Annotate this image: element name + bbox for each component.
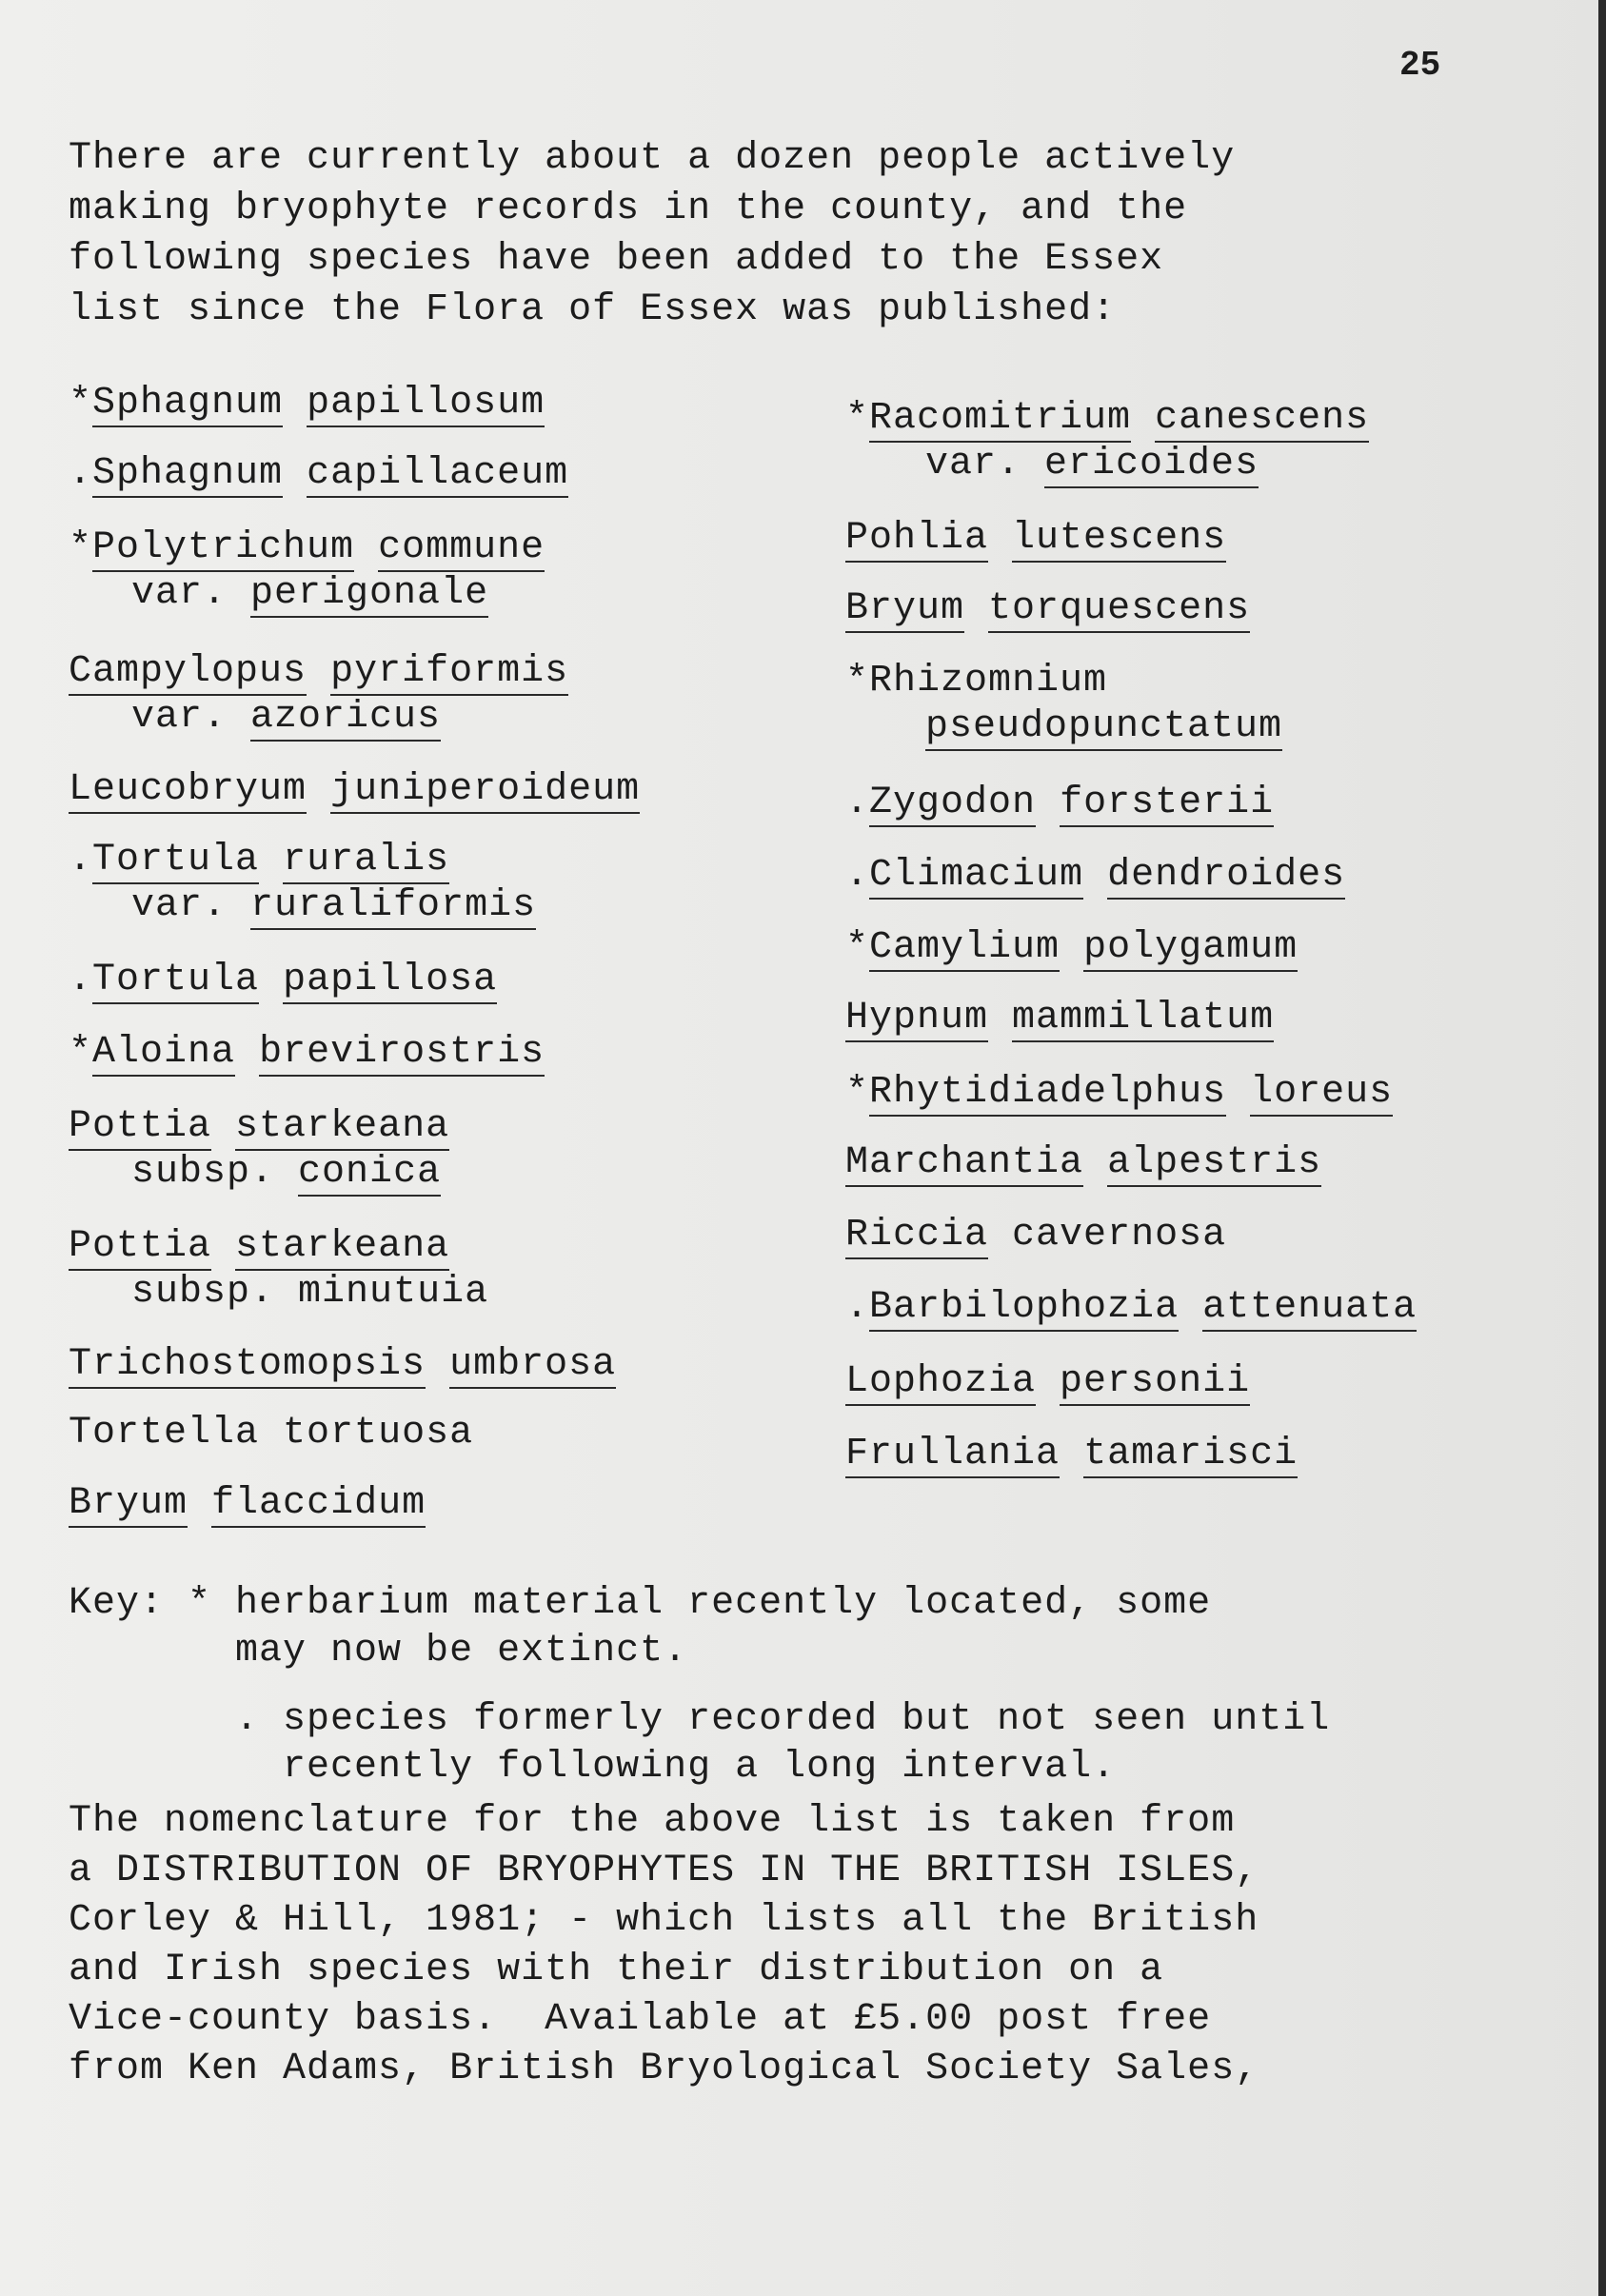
infra-name: conica: [298, 1151, 441, 1197]
genus-name: Pottia: [69, 1105, 211, 1151]
key-line: . species formerly recorded but not seen until: [69, 1698, 1331, 1741]
infraspecific-line: [69, 1150, 449, 1196]
species-entry: [69, 525, 545, 617]
species-entry: [845, 1432, 1298, 1477]
species-name: loreus: [1250, 1071, 1393, 1117]
species-entry: [845, 1070, 1393, 1116]
species-entry: [845, 516, 1226, 562]
genus-name: Frullania: [845, 1433, 1060, 1478]
species-name: mammillatum: [1012, 997, 1274, 1042]
species-entry: [69, 838, 536, 929]
species-name: polygamum: [1083, 926, 1298, 972]
species-entry: [69, 1224, 488, 1316]
genus-name: Rhytidiadelphus: [869, 1071, 1226, 1117]
species-name: lutescens: [1012, 517, 1226, 563]
species-name: torquescens: [988, 587, 1250, 633]
species-name: canescens: [1155, 397, 1369, 443]
species-entry: [845, 925, 1298, 971]
status-mark: .: [69, 839, 93, 881]
infraspecific-line: [845, 442, 1369, 487]
infra-rank: var.: [131, 696, 228, 739]
genus-name: Camylium: [869, 926, 1060, 972]
status-mark: *: [845, 397, 870, 440]
infraspecific-line: [69, 695, 568, 741]
species-name: ruralis: [283, 839, 449, 884]
status-mark: .: [69, 959, 93, 1001]
species-entry: [69, 958, 497, 1003]
species-entry: [69, 1342, 616, 1388]
species-name: papillosa: [283, 959, 497, 1004]
genus-name: Riccia: [845, 1214, 988, 1259]
infra-rank: var.: [925, 443, 1021, 485]
species-entry: [845, 1213, 1226, 1258]
species-name: commune: [378, 526, 545, 572]
species-entry: [69, 649, 568, 741]
species-entry: [845, 1140, 1321, 1186]
species-name: forsterii: [1060, 782, 1274, 827]
species-name: personii: [1060, 1360, 1250, 1406]
species-entry: [69, 1481, 426, 1527]
infra-name: azoricus: [250, 696, 441, 742]
genus-name: Tortella: [69, 1412, 260, 1455]
genus-name: Bryum: [69, 1482, 188, 1528]
genus-name: Hypnum: [845, 997, 988, 1042]
status-mark: *: [845, 926, 870, 969]
genus-name: Racomitrium: [869, 397, 1131, 443]
nomenclature-paragraph: The nomenclature for the above list is taken from a DISTRIBUTION OF BRYOPHYTES IN THE BRITISH ISLES, Corley & Hill, 1981; - which lists all the British and Irish species with their distribution on a Vice-county basis. Available at £5.00 post free from Ken Adams, British Bryological Society Sales,: [69, 1800, 1259, 2090]
page-number: 25: [1399, 46, 1441, 85]
species-entry: [845, 1285, 1417, 1331]
species-name: cavernosa: [1012, 1214, 1227, 1257]
infraspecific-line: [69, 883, 536, 929]
species-entry: [845, 659, 1282, 750]
genus-name: Pohlia: [845, 517, 988, 563]
species-entry: [845, 1359, 1250, 1405]
species-name: flaccidum: [211, 1482, 426, 1528]
genus-name: Trichostomopsis: [69, 1343, 426, 1389]
species-continuation: [845, 704, 1282, 750]
species-entry: [845, 781, 1274, 826]
species-name: dendroides: [1107, 854, 1345, 900]
species-name: starkeana: [235, 1105, 449, 1151]
infra-rank: var.: [131, 884, 228, 927]
species-entry: [69, 767, 640, 813]
infraspecific-line: [69, 1270, 488, 1316]
species-name: tamarisci: [1083, 1433, 1298, 1478]
genus-name: Barbilophozia: [869, 1286, 1179, 1332]
species-entry: [69, 1104, 449, 1196]
species-name: attenuata: [1202, 1286, 1417, 1332]
genus-name: Climacium: [869, 854, 1083, 900]
species-name: starkeana: [235, 1225, 449, 1271]
species-name: papillosum: [307, 382, 545, 427]
species-name: pseudopunctatum: [925, 705, 1282, 751]
genus-name: Aloina: [92, 1031, 235, 1077]
genus-name: Rhizomnium: [869, 660, 1108, 703]
genus-name: Tortula: [92, 959, 259, 1004]
infra-name: perigonale: [250, 572, 488, 618]
species-name: capillaceum: [307, 452, 568, 498]
species-entry: [69, 1411, 473, 1456]
status-mark: *: [845, 1071, 870, 1114]
key-line: may now be extinct.: [69, 1630, 688, 1673]
infra-rank: subsp.: [131, 1271, 275, 1314]
status-mark: .: [69, 452, 93, 495]
status-mark: .: [845, 854, 870, 897]
genus-name: Bryum: [845, 587, 964, 633]
key-line: Key: * herbarium material recently located, some: [69, 1582, 1212, 1625]
status-mark: *: [69, 382, 93, 425]
key-line: recently following a long interval.: [69, 1746, 1117, 1789]
infraspecific-line: [69, 571, 545, 617]
status-mark: *: [69, 526, 93, 569]
infra-rank: subsp.: [131, 1151, 275, 1194]
species-entry: [69, 381, 545, 426]
status-mark: *: [845, 660, 870, 703]
species-entry: [69, 451, 568, 497]
infra-name: minutuia: [298, 1271, 489, 1314]
species-entry: [845, 396, 1369, 487]
genus-name: Zygodon: [869, 782, 1036, 827]
genus-name: Polytrichum: [92, 526, 354, 572]
infra-rank: var.: [131, 572, 228, 615]
status-mark: .: [845, 1286, 870, 1329]
species-entry: [69, 1030, 545, 1076]
scan-edge: [1598, 0, 1606, 2296]
genus-name: Sphagnum: [92, 452, 283, 498]
species-entry: [845, 996, 1274, 1041]
infra-name: ericoides: [1044, 443, 1259, 488]
genus-name: Lophozia: [845, 1360, 1036, 1406]
species-entry: [845, 853, 1345, 899]
species-entry: [845, 586, 1250, 632]
species-name: brevirostris: [259, 1031, 545, 1077]
species-name: pyriformis: [330, 650, 568, 696]
status-mark: .: [845, 782, 870, 824]
species-name: juniperoideum: [330, 768, 640, 814]
genus-name: Leucobryum: [69, 768, 307, 814]
intro-paragraph: There are currently about a dozen people actively making bryophyte records in the county, and the following species have been added to the Essex list since the Flora of Essex was published:: [69, 137, 1236, 331]
species-name: tortuosa: [283, 1412, 474, 1455]
genus-name: Campylopus: [69, 650, 307, 696]
status-mark: *: [69, 1031, 93, 1074]
genus-name: Marchantia: [845, 1141, 1083, 1187]
genus-name: Pottia: [69, 1225, 211, 1271]
infra-name: ruraliformis: [250, 884, 536, 930]
species-name: alpestris: [1107, 1141, 1321, 1187]
species-name: umbrosa: [449, 1343, 616, 1389]
genus-name: Tortula: [92, 839, 259, 884]
genus-name: Sphagnum: [92, 382, 283, 427]
